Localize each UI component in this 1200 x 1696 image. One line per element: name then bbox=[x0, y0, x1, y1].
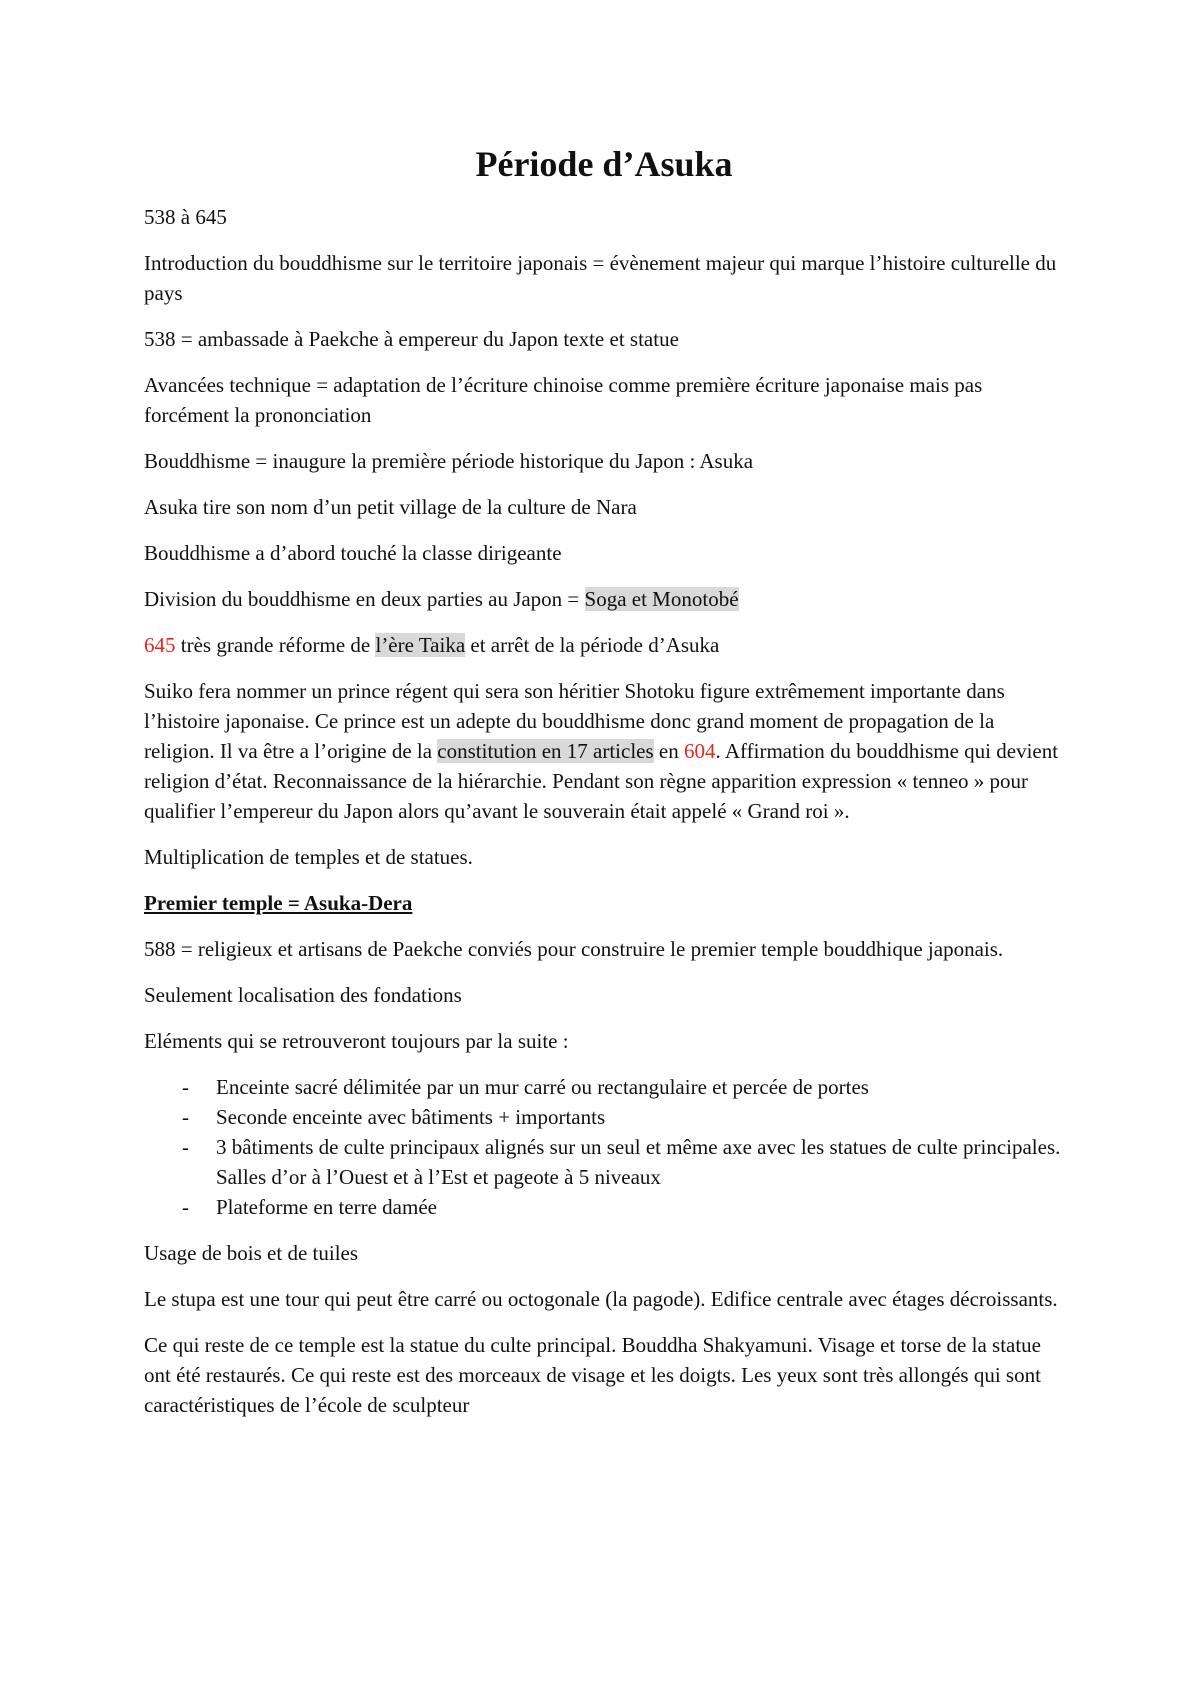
text-segment: et arrêt de la période d’Asuka bbox=[465, 633, 720, 657]
paragraph-division bbox=[144, 584, 1064, 614]
highlighted-text: Soga et Monotobé bbox=[584, 587, 739, 611]
paragraph-dates: 538 à 645 bbox=[144, 205, 227, 229]
paragraph-introduction: Introduction du bouddhisme sur le territoire japonais = évènement majeur qui marque l’histoire culturelle du pays bbox=[144, 251, 1057, 305]
red-date: 604 bbox=[684, 739, 716, 763]
paragraph-stupa: Le stupa est une tour qui peut être carré ou octogonale (la pagode). Edifice centrale avec étages décroissants. bbox=[144, 1287, 1058, 1311]
paragraph-statue: Ce qui reste de ce temple est la statue du culte principal. Bouddha Shakyamuni. Visage et torse de la statue ont été restaurés. Ce qui reste est des morceaux de visage et les doigts. Les yeux sont très allongés qui sont caractéristiques de l’école de sculpteur bbox=[144, 1333, 1042, 1417]
text-segment: Suiko fera nommer un prince régent qui sera son héritier Shotoku figure extrêmement importante dans l’histoire japonaise. Ce prince est un adepte du bouddhisme donc grand moment de propagation de la religion. Il va être a l’origine de la bbox=[144, 679, 1005, 763]
paragraph-avancees: Avancées technique = adaptation de l’écriture chinoise comme première écriture japonaise mais pas forcément la prononciation bbox=[144, 373, 983, 427]
paragraph-usage: Usage de bois et de tuiles bbox=[144, 1241, 359, 1265]
paragraph-fondations: Seulement localisation des fondations bbox=[144, 983, 462, 1007]
highlighted-text: l’ère Taika bbox=[375, 633, 466, 657]
section-heading bbox=[144, 888, 1064, 918]
list-item bbox=[144, 1102, 1064, 1132]
dash-bullet: - bbox=[182, 1075, 189, 1099]
dash-bullet: - bbox=[182, 1195, 189, 1219]
highlighted-text: constitution en 17 articles bbox=[437, 739, 654, 763]
list-item bbox=[144, 1072, 1064, 1102]
paragraph-religieux: 588 = religieux et artisans de Paekche conviés pour construire le premier temple bouddhique japonais. bbox=[144, 937, 1004, 961]
dash-bullet: - bbox=[182, 1135, 189, 1159]
text-segment: Division du bouddhisme en deux parties au Japon = bbox=[144, 587, 585, 611]
text-segment: très grande réforme de bbox=[175, 633, 376, 657]
list-item-text: Enceinte sacré délimitée par un mur carré ou rectangulaire et percée de portes bbox=[216, 1075, 869, 1099]
text-segment: en bbox=[653, 739, 684, 763]
list-item-text: Plateforme en terre damée bbox=[216, 1195, 437, 1219]
paragraph-suiko bbox=[144, 676, 1064, 826]
paragraph-multiplication: Multiplication de temples et de statues. bbox=[144, 845, 473, 869]
paragraph-classe-dirigeante: Bouddhisme a d’abord touché la classe dirigeante bbox=[144, 541, 562, 565]
paragraph-elements: Eléments qui se retrouveront toujours par la suite : bbox=[144, 1029, 569, 1053]
paragraph-asuka-nom: Asuka tire son nom d’un petit village de la culture de Nara bbox=[144, 495, 637, 519]
red-date: 645 bbox=[144, 633, 176, 657]
list-item-text: 3 bâtiments de culte principaux alignés sur un seul et même axe avec les statues de culte principales. Salles d’or à l’Ouest et à l’Est et pageote à 5 niveaux bbox=[216, 1135, 1061, 1189]
paragraph-reforme bbox=[144, 630, 1064, 660]
paragraph-ambassade: 538 = ambassade à Paekche à empereur du Japon texte et statue bbox=[144, 327, 679, 351]
dash-bullet: - bbox=[182, 1105, 189, 1129]
text-segment: . Affirmation du bouddhisme qui devient religion d’état. Reconnaissance de la hiérarchie. Pendant son règne apparition expression « tenneo » pour qualifier l’empereur du Japon alors qu’avant le souverain était appelé « Grand roi ». bbox=[144, 739, 1059, 823]
document-page bbox=[144, 140, 1064, 1436]
paragraph-bouddhisme-inaugure: Bouddhisme = inaugure la première période historique du Japon : Asuka bbox=[144, 449, 754, 473]
list-item bbox=[144, 1132, 1064, 1192]
heading-text: Premier temple = Asuka-Dera bbox=[144, 891, 413, 915]
list-item-text: Seconde enceinte avec bâtiments + importants bbox=[216, 1105, 606, 1129]
document-title: Période d’Asuka bbox=[475, 144, 733, 184]
list-item bbox=[144, 1192, 1064, 1222]
elements-list bbox=[144, 1072, 1064, 1222]
